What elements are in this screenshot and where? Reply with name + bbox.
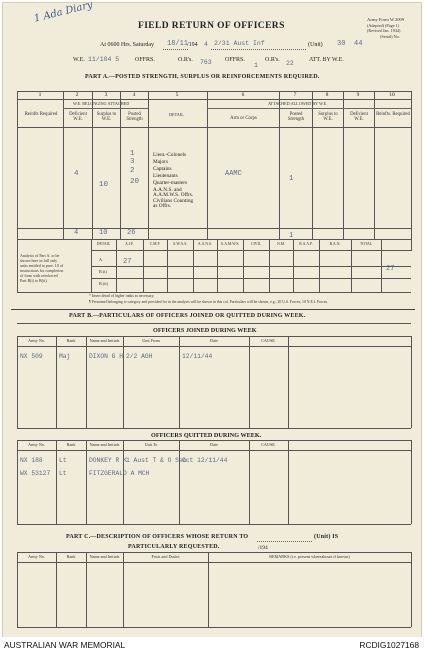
analysis-head: A.W.A.S. [172,242,188,246]
analysis-row-label: B.(ii) [99,281,108,286]
table-cell-army-no: NX 509 [20,353,43,360]
rank-label: Civilians Counting [153,198,194,204]
document-page [2,2,422,638]
col10-head: Reinfts. Required [376,112,410,117]
posted-strength-value: 3 [130,158,135,166]
rank-label: Lieutenants [153,173,178,179]
total-surplus: 10 [99,229,108,237]
posted-strength-value: 1 [130,150,135,158]
ors-label: O.R's. [178,57,193,63]
column-number: 5 [175,92,179,98]
total-posted: 26 [127,229,136,237]
column-number: 3 [104,92,108,98]
analysis-head: C.M.F. [149,242,161,246]
part-c-heading-2: PARTICULARLY REQUESTED. [128,544,220,550]
col3-head: Surplus to W.E. [96,112,117,123]
quitted-heading: OFFICERS QUITTED DURING WEEK. [151,432,262,439]
we-label: W.E. [73,57,85,63]
rank-label: Lieut.-Colonels [153,152,187,158]
table-col-head: Name and Initials [89,338,120,343]
offrs-label: OFFRS. [135,57,155,63]
army-form-number: Army Form W.3009 [367,17,405,22]
joined-heading: OFFICERS JOINED DURING WEEK [153,327,257,334]
total-deficient: 4 [74,229,79,237]
header-number-1: 30 [337,40,346,48]
table-col-head: Name and Initials [89,442,120,447]
analysis-row-label: B.(i) [99,269,107,274]
column-number: 10 [389,92,395,98]
column-number: 4 [132,92,136,98]
attached-strength-value: 1 [289,175,294,183]
column-number: 6 [241,92,245,98]
table-col-head: Army No. [28,442,45,447]
part-c-col-head: Rank [66,554,76,559]
offrs2-label: OFFRS. [225,57,245,63]
year-label: /194 [187,42,198,48]
column-number: 2 [75,92,79,98]
analysis-head: A.A.M.W.S. [220,242,240,246]
column-number: 8 [325,92,329,98]
part-a-heading: PART A.—POSTED STRENGTH, SURPLUS OR REINFORCEMENTS REQUIRED. [85,74,320,80]
table-col-head: Date [210,338,218,343]
table-col-head: CAUSE. [261,338,276,343]
column-number: 1 [38,92,42,98]
col7-head: Posted Strength [287,112,305,123]
form-title: FIELD RETURN OF OFFICERS [138,21,285,31]
part-c-heading: PART C.—DESCRIPTION OF OFFICERS WHOSE RETURN TO [66,534,249,540]
return-date: 18/11 [167,40,189,48]
serial-number-label: (Serial) No. [380,34,400,39]
rank-label: Majors [153,159,169,165]
table-col-head: Army No. [28,338,45,343]
posted-strength-value: 2 [130,167,135,175]
revised-note: (Revised Jan. 1944) [367,28,401,33]
deficient-value: 4 [74,170,79,178]
part-c-col-head: Posts and Duties [151,554,180,559]
table-cell-name: DIXON G H [89,353,124,360]
at-hours-label: At 0600 Hrs. Saturday [100,42,154,48]
we-value: 11/104 5 [88,56,120,63]
detail-label: DETAIL [169,112,184,117]
table-cell-name: FITZGERALD A MCH [89,470,150,477]
footer-record-id: RCDIG1027168 [359,640,419,650]
column-number: 7 [293,92,297,98]
table-cell-date: 12/11/44 [182,353,213,360]
part-c-year: /194 [258,545,268,551]
handwritten-note: 1 Ada Diary [33,0,94,25]
offrs2-value: 1 [254,62,258,69]
att-by-we-label: ATT. BY W.E. [309,57,344,63]
total-attached: 1 [289,232,294,240]
table-cell-rank: Lt [59,470,67,477]
column-number: 9 [356,92,360,98]
table-col-head: Unit To [144,442,158,447]
table-cell-date: Oct 12/11/44 [182,457,228,464]
header-number-2: 44 [354,40,363,48]
attached-allowed-label: ATTACHED ALLOWED BY W.E. [268,101,328,106]
table-cell-army-no: NX 188 [20,457,43,464]
part-c-col-head: Name and Initials [89,554,120,559]
col1-head: Reinfts Required [24,112,58,117]
analysis-row-label: A. [99,257,104,262]
table-cell-rank: Maj [59,353,71,360]
we-belonging-label: W.E. BELONGING ATTACHED [73,101,130,106]
part-c-unit-label: (Unit) IS [314,534,339,540]
analysis-note: Analysis of Part A. to be shown here in full only units entitled to pare. 10 of instructions for completion of form with reinforced Part B(i) to B(ii). [20,253,64,283]
adapted-note: (Adapted) (Page 1) [367,23,400,28]
rank-label: Captains [153,166,172,172]
note-personnel: ¶ Personnel belonging to category and provided for in the analysis will be shown in this col. Particulars will be shown, e.g., 20 U.S. Forces; 10 N.E.I. Forces. [89,300,328,304]
col2-head: Deficient W.E. [69,112,87,123]
ors2-value: 22 [286,60,294,67]
part-b-heading: PART B.—PARTICULARS OF OFFICERS JOINED OR QUITTED DURING WEEK. [69,313,306,319]
part-c-col-head: REMARKS (i.e. present whereabouts if known) [269,554,350,559]
ors2-label: O.R's. [265,57,280,63]
analysis-total-value: 27 [386,265,395,273]
col8-head: Surplus to W.E. [318,112,338,123]
unit-name: 2/31 Aust Inf [214,40,265,47]
table-cell-unit: 1 Aust T & O Sec [126,457,187,464]
analysis-head: DETAIL [96,242,111,246]
unit-label: (Unit) [308,42,323,48]
table-col-head: Rank [66,338,76,343]
table-cell-rank: Lt [59,457,67,464]
analysis-head: CIVIL [250,242,262,246]
corps-value: AAMC [225,170,242,178]
table-cell-name: DONKEY R K [89,457,127,464]
rank-label: as Offrs. [153,203,172,209]
analysis-head: N.M. [276,242,286,246]
col9-head: Deficient W.E. [350,112,368,123]
col6-head: Arm or Corps [230,116,257,121]
analysis-head: A.I.F. [125,242,134,246]
note-insert-detail: * Insert detail of higher ranks as necessary. [89,294,155,298]
table-col-head: Unit From [142,338,160,343]
ors-value: 763 [200,59,212,66]
archive-footer [0,637,425,654]
rank-label: A.A.N.S. and [153,187,182,193]
analysis-head: R.A.A.F. [299,242,313,246]
table-col-head: CAUSE. [261,442,276,447]
rank-label: Quarter-masters [153,180,188,186]
table-col-head: Date [210,442,218,447]
table-col-head: Rank [66,442,76,447]
year-digit: 4 [204,41,208,48]
table-cell-army-no: WX 53127 [20,470,51,477]
posted-strength-value: 20 [130,178,140,186]
analysis-head: TOTAL [359,242,373,246]
footer-archive-name: AUSTRALIAN WAR MEMORIAL [4,640,126,650]
analysis-head: A.A.N.S. [197,242,213,246]
analysis-aif-value: 27 [123,258,132,266]
rank-label: A.A.M.W.S. Offrs. [153,192,194,198]
part-c-col-head: Army No. [28,554,45,559]
surplus-value: 10 [99,181,109,189]
col4-head: Posted Strength [126,112,143,123]
table-cell-unit: 2/2 AGH [126,353,153,360]
analysis-head: R.A.N. [329,242,341,246]
